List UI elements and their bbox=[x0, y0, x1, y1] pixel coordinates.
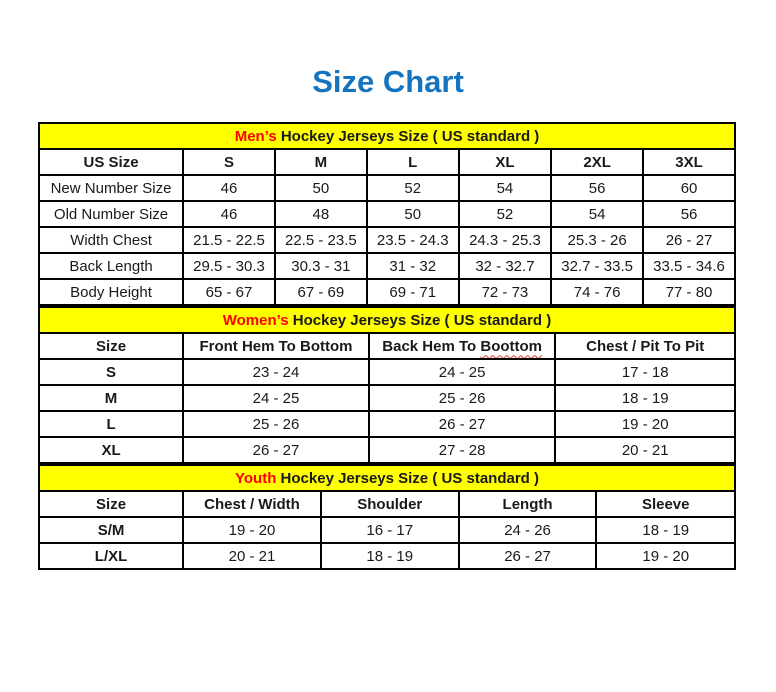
youth-table-title: Youth Hockey Jerseys Size ( US standard ) bbox=[39, 465, 735, 491]
table-cell: 56 bbox=[643, 201, 735, 227]
column-header: Size bbox=[39, 491, 183, 517]
row-label: S/M bbox=[39, 517, 183, 543]
table-cell: 23 - 24 bbox=[183, 359, 369, 385]
table-cell: 74 - 76 bbox=[551, 279, 643, 305]
mens-title-highlight: Men’s bbox=[234, 127, 277, 145]
table-cell: 72 - 73 bbox=[459, 279, 552, 305]
table-cell: 24.3 - 25.3 bbox=[459, 227, 552, 253]
row-label: L/XL bbox=[39, 543, 183, 569]
column-header: S bbox=[183, 149, 275, 175]
column-header: Sleeve bbox=[596, 491, 735, 517]
table-cell: 17 - 18 bbox=[555, 359, 735, 385]
row-label: S bbox=[39, 359, 183, 385]
table-cell: 50 bbox=[275, 175, 367, 201]
table-cell: 25 - 26 bbox=[369, 385, 556, 411]
row-label: L bbox=[39, 411, 183, 437]
row-label: XL bbox=[39, 437, 183, 463]
column-header: L bbox=[367, 149, 459, 175]
table-cell: 77 - 80 bbox=[643, 279, 735, 305]
row-label: M bbox=[39, 385, 183, 411]
table-cell: 67 - 69 bbox=[275, 279, 367, 305]
table-row bbox=[39, 385, 735, 411]
table-cell: 69 - 71 bbox=[367, 279, 459, 305]
column-header: 3XL bbox=[643, 149, 735, 175]
womens-header-row bbox=[39, 333, 735, 359]
table-row bbox=[39, 359, 735, 385]
table-cell: 26 - 27 bbox=[183, 437, 369, 463]
table-row bbox=[39, 437, 735, 463]
table-cell: 20 - 21 bbox=[555, 437, 735, 463]
mens-header-row bbox=[39, 149, 735, 175]
table-row bbox=[39, 201, 735, 227]
table-cell: 18 - 19 bbox=[596, 517, 735, 543]
mens-size-table bbox=[38, 122, 736, 306]
table-cell: 29.5 - 30.3 bbox=[183, 253, 275, 279]
youth-size-table bbox=[38, 464, 736, 570]
table-cell: 46 bbox=[183, 175, 275, 201]
table-cell: 25 - 26 bbox=[183, 411, 369, 437]
table-cell: 18 - 19 bbox=[321, 543, 459, 569]
table-cell: 48 bbox=[275, 201, 367, 227]
table-cell: 23.5 - 24.3 bbox=[367, 227, 459, 253]
youth-title-highlight: Youth bbox=[235, 469, 277, 487]
table-row bbox=[39, 543, 735, 569]
table-cell: 31 - 32 bbox=[367, 253, 459, 279]
column-header: 2XL bbox=[551, 149, 643, 175]
womens-caption-row bbox=[39, 307, 735, 333]
table-cell: 18 - 19 bbox=[555, 385, 735, 411]
row-label: Width Chest bbox=[39, 227, 183, 253]
table-cell: 27 - 28 bbox=[369, 437, 556, 463]
mens-table-title: Men’s Hockey Jerseys Size ( US standard ) bbox=[39, 123, 735, 149]
table-cell: 26 - 27 bbox=[643, 227, 735, 253]
table-cell: 19 - 20 bbox=[596, 543, 735, 569]
youth-header-row bbox=[39, 491, 735, 517]
page-title: Size Chart bbox=[312, 64, 464, 99]
table-row bbox=[39, 253, 735, 279]
table-cell: 30.3 - 31 bbox=[275, 253, 367, 279]
column-header: Chest / Width bbox=[183, 491, 321, 517]
column-header: Chest / Pit To Pit bbox=[555, 333, 735, 359]
table-cell: 60 bbox=[643, 175, 735, 201]
womens-table-title: Women’s Hockey Jerseys Size ( US standard ) bbox=[39, 307, 735, 333]
table-cell: 19 - 20 bbox=[183, 517, 321, 543]
column-header: Back Hem To Boottom bbox=[369, 333, 556, 359]
column-header: Shoulder bbox=[321, 491, 459, 517]
table-cell: 56 bbox=[551, 175, 643, 201]
column-header: M bbox=[275, 149, 367, 175]
table-cell: 24 - 25 bbox=[369, 359, 556, 385]
table-cell: 26 - 27 bbox=[459, 543, 597, 569]
womens-title-highlight: Women’s bbox=[222, 311, 289, 329]
table-cell: 25.3 - 26 bbox=[551, 227, 643, 253]
table-row bbox=[39, 227, 735, 253]
table-cell: 54 bbox=[551, 201, 643, 227]
row-label: Old Number Size bbox=[39, 201, 183, 227]
table-cell: 19 - 20 bbox=[555, 411, 735, 437]
table-cell: 20 - 21 bbox=[183, 543, 321, 569]
table-cell: 32 - 32.7 bbox=[459, 253, 552, 279]
row-label: New Number Size bbox=[39, 175, 183, 201]
column-header: XL bbox=[459, 149, 552, 175]
table-cell: 24 - 25 bbox=[183, 385, 369, 411]
column-header: Length bbox=[459, 491, 597, 517]
table-cell: 46 bbox=[183, 201, 275, 227]
column-header: Size bbox=[39, 333, 183, 359]
table-cell: 22.5 - 23.5 bbox=[275, 227, 367, 253]
row-label: Back Length bbox=[39, 253, 183, 279]
table-cell: 52 bbox=[459, 201, 552, 227]
table-cell: 65 - 67 bbox=[183, 279, 275, 305]
table-cell: 24 - 26 bbox=[459, 517, 597, 543]
column-header: US Size bbox=[39, 149, 183, 175]
size-chart-tables bbox=[38, 122, 736, 570]
table-cell: 26 - 27 bbox=[369, 411, 556, 437]
table-cell: 16 - 17 bbox=[321, 517, 459, 543]
table-cell: 54 bbox=[459, 175, 552, 201]
youth-caption-row bbox=[39, 465, 735, 491]
misspelled-word: Boottom bbox=[480, 337, 543, 355]
womens-size-table bbox=[38, 306, 736, 464]
table-row bbox=[39, 279, 735, 305]
table-cell: 33.5 - 34.6 bbox=[643, 253, 735, 279]
table-cell: 52 bbox=[367, 175, 459, 201]
row-label: Body Height bbox=[39, 279, 183, 305]
table-row bbox=[39, 411, 735, 437]
column-header: Front Hem To Bottom bbox=[183, 333, 369, 359]
mens-caption-row bbox=[39, 123, 735, 149]
table-cell: 50 bbox=[367, 201, 459, 227]
table-cell: 32.7 - 33.5 bbox=[551, 253, 643, 279]
table-row bbox=[39, 175, 735, 201]
table-row bbox=[39, 517, 735, 543]
table-cell: 21.5 - 22.5 bbox=[183, 227, 275, 253]
